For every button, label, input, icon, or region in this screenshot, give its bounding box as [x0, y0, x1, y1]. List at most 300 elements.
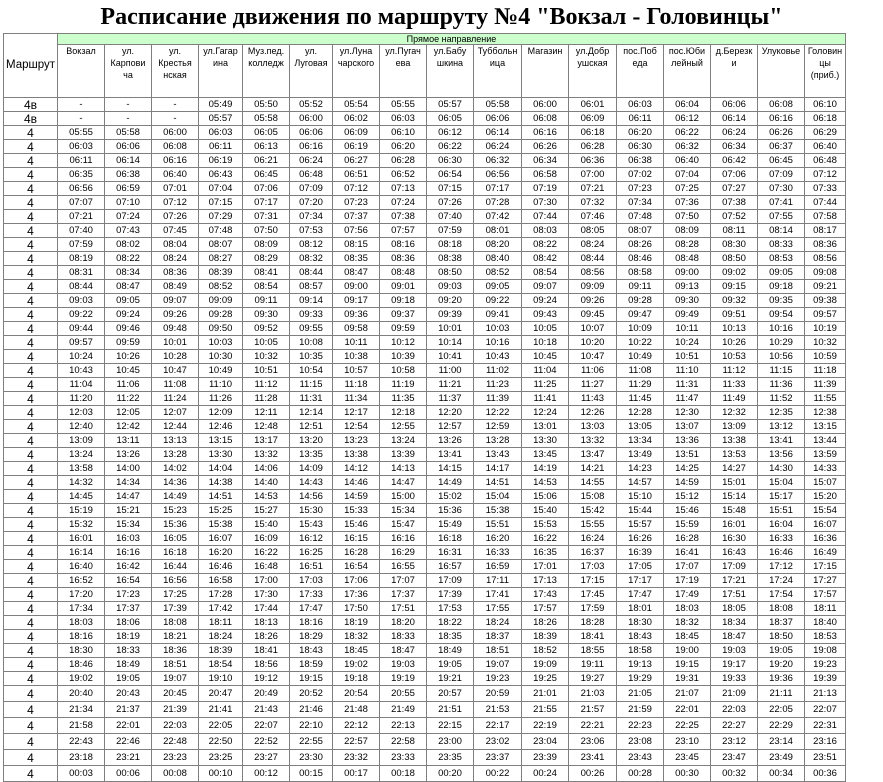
time-cell: 12:17 — [333, 406, 380, 420]
time-cell: 08:29 — [243, 252, 290, 266]
time-cell: 09:28 — [617, 294, 664, 308]
time-cell: 14:45 — [58, 490, 105, 504]
time-cell: 14:09 — [290, 462, 333, 476]
time-cell: 09:30 — [243, 308, 290, 322]
time-cell: 16:54 — [105, 574, 152, 588]
time-cell: 16:15 — [333, 532, 380, 546]
time-cell: 11:12 — [711, 364, 758, 378]
time-cell: 15:42 — [569, 504, 617, 518]
time-cell: 23:12 — [711, 734, 758, 750]
time-cell: 14:51 — [474, 476, 522, 490]
time-cell: 15:21 — [105, 504, 152, 518]
time-cell: 06:06 — [290, 126, 333, 140]
route-number-cell: 4 — [4, 448, 58, 462]
time-cell: 17:01 — [522, 560, 569, 574]
time-cell: 00:26 — [569, 766, 617, 782]
time-cell: 22:07 — [243, 718, 290, 734]
time-cell: 20:49 — [243, 686, 290, 702]
time-cell: 07:00 — [569, 168, 617, 182]
time-cell: 09:44 — [58, 322, 105, 336]
time-cell: 08:39 — [199, 266, 243, 280]
schedule-row — [4, 658, 846, 672]
time-cell: 18:22 — [427, 616, 474, 630]
time-cell: 15:49 — [427, 518, 474, 532]
route-column-header: Маршрут — [4, 34, 58, 98]
time-cell: 21:48 — [333, 702, 380, 718]
time-cell: 10:24 — [58, 350, 105, 364]
time-cell: 07:56 — [333, 224, 380, 238]
time-cell: 11:29 — [617, 378, 664, 392]
time-cell: 09:51 — [711, 308, 758, 322]
time-cell: 05:55 — [380, 98, 427, 112]
time-cell: 09:17 — [333, 294, 380, 308]
route-number-cell: 4 — [4, 406, 58, 420]
time-cell: 06:19 — [199, 154, 243, 168]
time-cell: 12:35 — [758, 406, 805, 420]
time-cell: 18:34 — [711, 616, 758, 630]
route-number-cell: 4 — [4, 490, 58, 504]
time-cell: 09:28 — [199, 308, 243, 322]
time-cell: 10:43 — [58, 364, 105, 378]
time-cell: 06:12 — [664, 112, 711, 126]
time-cell: 07:17 — [243, 196, 290, 210]
time-cell: 17:03 — [569, 560, 617, 574]
time-cell: 18:41 — [569, 630, 617, 644]
time-cell: 23:37 — [474, 750, 522, 766]
time-cell: 06:45 — [243, 168, 290, 182]
time-cell: 07:33 — [805, 182, 846, 196]
time-cell: 09:05 — [758, 266, 805, 280]
time-cell: 09:54 — [758, 308, 805, 322]
time-cell: 00:32 — [711, 766, 758, 782]
time-cell: 21:58 — [58, 718, 105, 734]
time-cell: 17:51 — [711, 588, 758, 602]
route-number-cell: 4 — [4, 252, 58, 266]
time-cell: 14:19 — [522, 462, 569, 476]
time-cell: 15:59 — [664, 518, 711, 532]
time-cell: 14:13 — [380, 462, 427, 476]
time-cell: 07:32 — [569, 196, 617, 210]
time-cell: 11:34 — [333, 392, 380, 406]
time-cell: 22:07 — [805, 702, 846, 718]
time-cell: 08:54 — [243, 280, 290, 294]
time-cell: 07:12 — [152, 196, 199, 210]
time-cell: 16:25 — [290, 546, 333, 560]
time-cell: 06:42 — [711, 154, 758, 168]
time-cell: 14:55 — [569, 476, 617, 490]
stop-header-line: ул.Гагар — [203, 46, 238, 56]
time-cell: 15:46 — [333, 518, 380, 532]
time-cell: 11:24 — [152, 392, 199, 406]
time-cell: 19:39 — [805, 672, 846, 686]
time-cell: 13:56 — [758, 448, 805, 462]
route-number-cell: 4 — [4, 518, 58, 532]
time-cell: 07:57 — [380, 224, 427, 238]
time-cell: 21:34 — [58, 702, 105, 718]
time-cell: 23:39 — [522, 750, 569, 766]
stop-header — [711, 45, 758, 98]
stop-header — [380, 45, 427, 98]
time-cell: 11:33 — [711, 378, 758, 392]
time-cell: 06:38 — [105, 168, 152, 182]
time-cell: 10:20 — [569, 336, 617, 350]
time-cell: 10:01 — [152, 336, 199, 350]
time-cell: 00:28 — [617, 766, 664, 782]
time-cell: 18:33 — [380, 630, 427, 644]
time-cell: 21:46 — [290, 702, 333, 718]
time-cell: 22:48 — [152, 734, 199, 750]
time-cell: 09:11 — [617, 280, 664, 294]
time-cell: 17:39 — [427, 588, 474, 602]
time-cell: 20:52 — [290, 686, 333, 702]
time-cell: 08:14 — [758, 224, 805, 238]
time-cell: 13:44 — [805, 434, 846, 448]
time-cell: 00:24 — [522, 766, 569, 782]
time-cell: 12:32 — [711, 406, 758, 420]
time-cell: 16:03 — [105, 532, 152, 546]
time-cell: 11:19 — [380, 378, 427, 392]
time-cell: 18:28 — [569, 616, 617, 630]
time-cell: 07:31 — [243, 210, 290, 224]
time-cell: 08:50 — [711, 252, 758, 266]
time-cell: 09:57 — [58, 336, 105, 350]
route-number-cell: 4 — [4, 766, 58, 782]
stop-header-line: Головин — [807, 46, 843, 56]
time-cell: 10:03 — [474, 322, 522, 336]
time-cell: 06:02 — [333, 112, 380, 126]
route-number-cell: 4 — [4, 210, 58, 224]
time-cell: 22:05 — [758, 702, 805, 718]
time-cell: 10:24 — [664, 336, 711, 350]
time-cell: 06:34 — [711, 140, 758, 154]
time-cell: 22:57 — [333, 734, 380, 750]
time-cell: 21:01 — [522, 686, 569, 702]
time-cell: 09:38 — [805, 294, 846, 308]
route-number-cell: 4 — [4, 126, 58, 140]
time-cell: 07:26 — [427, 196, 474, 210]
time-cell: 09:52 — [243, 322, 290, 336]
route-number-cell: 4 — [4, 140, 58, 154]
time-cell: 14:34 — [105, 476, 152, 490]
time-cell: 13:36 — [664, 434, 711, 448]
time-cell: 11:52 — [758, 392, 805, 406]
time-cell: 18:54 — [199, 658, 243, 672]
time-cell: - — [152, 112, 199, 126]
time-cell: 16:54 — [333, 560, 380, 574]
route-number-cell: 4 — [4, 602, 58, 616]
time-cell: 08:48 — [664, 252, 711, 266]
time-cell: 06:30 — [427, 154, 474, 168]
time-cell: 10:51 — [243, 364, 290, 378]
time-cell: 18:26 — [243, 630, 290, 644]
time-cell: 10:14 — [427, 336, 474, 350]
time-cell: 12:55 — [380, 420, 427, 434]
time-cell: 09:09 — [569, 280, 617, 294]
stop-header — [290, 45, 333, 98]
time-cell: 09:00 — [664, 266, 711, 280]
time-cell: 15:20 — [805, 490, 846, 504]
time-cell: 10:59 — [805, 350, 846, 364]
time-cell: 15:43 — [290, 518, 333, 532]
time-cell: 15:17 — [758, 490, 805, 504]
time-cell: 15:19 — [58, 504, 105, 518]
schedule-row — [4, 98, 846, 112]
time-cell: 13:58 — [58, 462, 105, 476]
time-cell: 07:40 — [58, 224, 105, 238]
time-cell: 14:53 — [522, 476, 569, 490]
time-cell: 15:08 — [569, 490, 617, 504]
time-cell: 18:40 — [805, 616, 846, 630]
time-cell: 18:30 — [617, 616, 664, 630]
time-cell: 09:24 — [522, 294, 569, 308]
time-cell: 18:08 — [758, 602, 805, 616]
time-cell: 21:37 — [105, 702, 152, 718]
time-cell: 17:09 — [427, 574, 474, 588]
time-cell: 17:07 — [380, 574, 427, 588]
time-cell: 07:52 — [711, 210, 758, 224]
time-cell: 13:51 — [664, 448, 711, 462]
time-cell: 08:16 — [380, 238, 427, 252]
time-cell: 11:04 — [522, 364, 569, 378]
stop-header — [58, 45, 105, 98]
time-cell: 21:49 — [380, 702, 427, 718]
time-cell: 15:07 — [805, 476, 846, 490]
time-cell: 19:13 — [617, 658, 664, 672]
schedule-row — [4, 518, 846, 532]
time-cell: 11:08 — [617, 364, 664, 378]
time-cell: 19:29 — [617, 672, 664, 686]
stop-header — [105, 45, 152, 98]
time-cell: 09:24 — [105, 308, 152, 322]
schedule-row — [4, 420, 846, 434]
stop-header — [569, 45, 617, 98]
time-cell: 06:21 — [243, 154, 290, 168]
time-cell: 06:19 — [333, 140, 380, 154]
time-cell: 07:15 — [427, 182, 474, 196]
time-cell: 10:16 — [474, 336, 522, 350]
schedule-row — [4, 476, 846, 490]
stop-header-line: шкина — [436, 58, 464, 68]
time-cell: 11:08 — [152, 378, 199, 392]
time-cell: 17:41 — [474, 588, 522, 602]
time-cell: 07:45 — [152, 224, 199, 238]
time-cell: 09:07 — [152, 294, 199, 308]
time-cell: 11:00 — [427, 364, 474, 378]
time-cell: 19:15 — [664, 658, 711, 672]
time-cell: 16:33 — [758, 532, 805, 546]
time-cell: 10:35 — [290, 350, 333, 364]
time-cell: 00:12 — [243, 766, 290, 782]
time-cell: 07:34 — [617, 196, 664, 210]
time-cell: 06:11 — [199, 140, 243, 154]
schedule-row — [4, 126, 846, 140]
time-cell: 18:30 — [58, 644, 105, 658]
time-cell: 16:44 — [152, 560, 199, 574]
time-cell: 22:43 — [58, 734, 105, 750]
time-cell: 14:36 — [152, 476, 199, 490]
schedule-row — [4, 210, 846, 224]
time-cell: 08:17 — [805, 224, 846, 238]
time-cell: 08:01 — [474, 224, 522, 238]
time-cell: 06:24 — [290, 154, 333, 168]
time-cell: 14:17 — [474, 462, 522, 476]
time-cell: 13:24 — [58, 448, 105, 462]
time-cell: 10:19 — [805, 322, 846, 336]
time-cell: 13:28 — [474, 434, 522, 448]
time-cell: 12:51 — [290, 420, 333, 434]
time-cell: 09:05 — [105, 294, 152, 308]
time-cell: 10:26 — [105, 350, 152, 364]
time-cell: 08:19 — [58, 252, 105, 266]
time-cell: 06:51 — [333, 168, 380, 182]
time-cell: 23:04 — [522, 734, 569, 750]
time-cell: 08:50 — [427, 266, 474, 280]
time-cell: 19:33 — [711, 672, 758, 686]
time-cell: 00:18 — [380, 766, 427, 782]
time-cell: 14:02 — [152, 462, 199, 476]
route-number-cell: 4 — [4, 434, 58, 448]
stop-header — [617, 45, 664, 98]
time-cell: 17:55 — [474, 602, 522, 616]
time-cell: 10:39 — [380, 350, 427, 364]
time-cell: 00:03 — [58, 766, 105, 782]
time-cell: 07:36 — [664, 196, 711, 210]
time-cell: 10:08 — [290, 336, 333, 350]
time-cell: 11:06 — [105, 378, 152, 392]
route-number-cell: 4 — [4, 588, 58, 602]
time-cell: 20:57 — [427, 686, 474, 702]
time-cell: 10:58 — [380, 364, 427, 378]
schedule-row — [4, 308, 846, 322]
direction-label: Прямое направление — [58, 34, 846, 45]
schedule-row — [4, 490, 846, 504]
time-cell: 18:51 — [474, 644, 522, 658]
time-cell: 06:28 — [569, 140, 617, 154]
time-cell: 15:40 — [243, 518, 290, 532]
schedule-row — [4, 462, 846, 476]
time-cell: 13:03 — [569, 420, 617, 434]
time-cell: 10:51 — [664, 350, 711, 364]
time-cell: 14:23 — [617, 462, 664, 476]
time-cell: 06:08 — [522, 112, 569, 126]
time-cell: 14:56 — [290, 490, 333, 504]
time-cell: 13:24 — [380, 434, 427, 448]
time-cell: 05:58 — [474, 98, 522, 112]
time-cell: 13:13 — [152, 434, 199, 448]
time-cell: - — [152, 98, 199, 112]
time-cell: 09:07 — [522, 280, 569, 294]
time-cell: 00:36 — [805, 766, 846, 782]
time-cell: 13:28 — [152, 448, 199, 462]
time-cell: 19:19 — [380, 672, 427, 686]
time-cell: 10:05 — [243, 336, 290, 350]
time-cell: 12:03 — [58, 406, 105, 420]
time-cell: 22:50 — [199, 734, 243, 750]
time-cell: 17:45 — [569, 588, 617, 602]
time-cell: 11:26 — [199, 392, 243, 406]
time-cell: 08:33 — [758, 238, 805, 252]
time-cell: 06:32 — [474, 154, 522, 168]
route-number-cell: 4 — [4, 182, 58, 196]
time-cell: 08:22 — [105, 252, 152, 266]
time-cell: 07:59 — [58, 238, 105, 252]
time-cell: 22:31 — [805, 718, 846, 734]
time-cell: 07:24 — [105, 210, 152, 224]
time-cell: 11:12 — [243, 378, 290, 392]
time-cell: 18:29 — [290, 630, 333, 644]
time-cell: 17:25 — [152, 588, 199, 602]
time-cell: 22:58 — [380, 734, 427, 750]
time-cell: 09:00 — [333, 280, 380, 294]
time-cell: 12:40 — [58, 420, 105, 434]
time-cell: 15:12 — [664, 490, 711, 504]
time-cell: 20:59 — [474, 686, 522, 702]
time-cell: 23:32 — [333, 750, 380, 766]
time-cell: 09:21 — [805, 280, 846, 294]
time-cell: 17:36 — [333, 588, 380, 602]
time-cell: 13:20 — [290, 434, 333, 448]
time-cell: 20:40 — [58, 686, 105, 702]
stop-header-line: ина — [212, 58, 228, 68]
time-cell: 15:34 — [380, 504, 427, 518]
time-cell: 19:05 — [758, 644, 805, 658]
time-cell: 06:14 — [711, 112, 758, 126]
time-cell: 10:09 — [617, 322, 664, 336]
schedule-row — [4, 560, 846, 574]
time-cell: 18:51 — [152, 658, 199, 672]
time-cell: 18:16 — [290, 616, 333, 630]
time-cell: 00:20 — [427, 766, 474, 782]
time-cell: 19:36 — [758, 672, 805, 686]
route-number-cell: 4 — [4, 630, 58, 644]
time-cell: 17:37 — [105, 602, 152, 616]
time-cell: 16:05 — [152, 532, 199, 546]
time-cell: 08:09 — [664, 224, 711, 238]
time-cell: 08:48 — [380, 266, 427, 280]
time-cell: 07:02 — [617, 168, 664, 182]
time-cell: 06:43 — [199, 168, 243, 182]
time-cell: 15:51 — [474, 518, 522, 532]
stop-header-line: Улуковье — [761, 46, 801, 56]
time-cell: 07:06 — [243, 182, 290, 196]
time-cell: 17:47 — [617, 588, 664, 602]
time-cell: 18:32 — [333, 630, 380, 644]
time-cell: 16:16 — [380, 532, 427, 546]
time-cell: 16:30 — [711, 532, 758, 546]
time-cell: 07:55 — [758, 210, 805, 224]
time-cell: 14:59 — [664, 476, 711, 490]
time-cell: 10:54 — [290, 364, 333, 378]
time-cell: 07:44 — [522, 210, 569, 224]
time-cell: 08:03 — [522, 224, 569, 238]
time-cell: 16:49 — [805, 546, 846, 560]
route-number-cell: 4 — [4, 672, 58, 686]
route-number-cell: 4 — [4, 238, 58, 252]
time-cell: 15:14 — [711, 490, 758, 504]
time-cell: 09:03 — [427, 280, 474, 294]
time-cell: 21:03 — [569, 686, 617, 702]
time-cell: 00:34 — [758, 766, 805, 782]
time-cell: 09:37 — [380, 308, 427, 322]
time-cell: 08:07 — [199, 238, 243, 252]
stop-header-line: ул.Добр — [575, 46, 610, 56]
time-cell: 18:01 — [617, 602, 664, 616]
time-cell: 08:53 — [758, 252, 805, 266]
stop-header-line: Луговая — [294, 58, 328, 68]
time-cell: 17:03 — [290, 574, 333, 588]
time-cell: 07:48 — [199, 224, 243, 238]
time-cell: 07:48 — [617, 210, 664, 224]
